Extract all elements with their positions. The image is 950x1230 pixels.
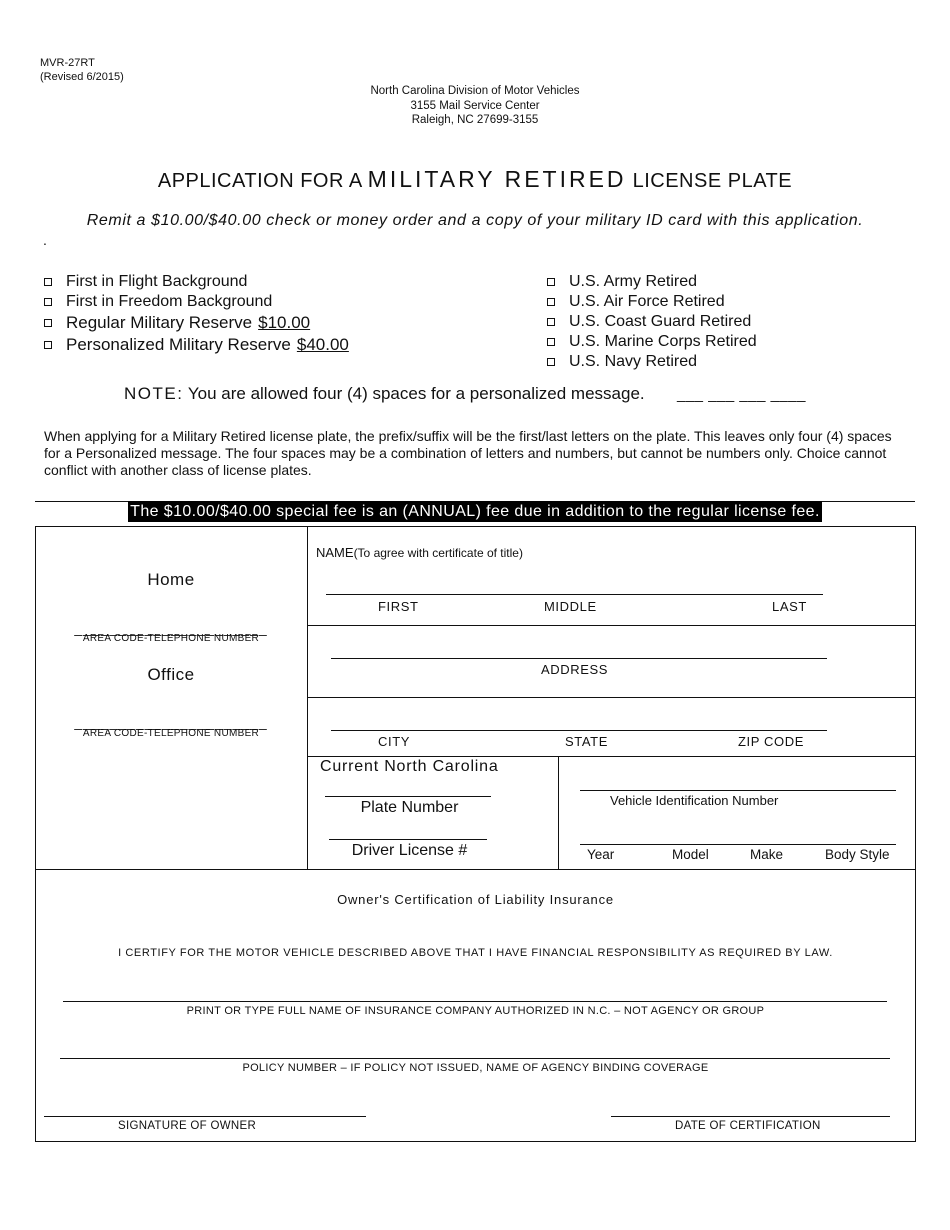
zip-caption: ZIP CODE [738,734,804,749]
date-field[interactable] [611,1116,890,1117]
checkbox[interactable] [547,338,555,346]
plate-options-list [40,272,349,356]
name-heading-block [316,545,523,560]
checkbox[interactable] [44,319,52,327]
name-field[interactable] [326,594,823,595]
plate-option-price: $10.00 [258,313,311,332]
checkbox[interactable] [547,358,555,366]
date-caption: DATE OF CERTIFICATION [675,1120,821,1132]
note-label: NOTE: [124,384,184,403]
grid-line [35,1141,916,1142]
model-caption: Model [672,847,709,862]
branch-option-label: U.S. Coast Guard Retired [569,313,752,330]
branch-option[interactable] [543,272,757,292]
branch-option[interactable] [543,312,757,332]
driver-license-caption: Driver License # [351,842,468,859]
city-caption: CITY [378,734,411,749]
driver-license-field[interactable] [329,839,487,840]
home-phone-caption: AREA CODE-TELEPHONE NUMBER [82,633,260,644]
middle-name-caption: MIDDLE [544,599,597,614]
insurance-company-field[interactable] [63,1001,887,1002]
certify-statement: I CERTIFY FOR THE MOTOR VEHICLE DESCRIBED ABOVE THAT I HAVE FINANCIAL RESPONSIBILITY AS REQUIRED BY LAW. [118,947,833,959]
home-phone-field[interactable]: ______________________ [74,620,268,636]
form-identifier [40,56,124,84]
address-caption: ADDRESS [541,662,609,677]
address-field[interactable] [331,658,827,659]
branch-option-label: U.S. Air Force Retired [569,293,725,310]
office-phone-caption: AREA CODE-TELEPHONE NUMBER [82,728,260,739]
plate-option-label: First in Freedom Background [66,293,273,310]
checkbox[interactable] [44,278,52,286]
grid-line [558,756,559,869]
name-heading: NAME [316,545,354,560]
page-title [0,166,950,193]
agency-address-line1: 3155 Mail Service Center [410,99,540,112]
title-suffix: LICENSE PLATE [632,170,793,192]
insurance-company-caption: PRINT OR TYPE FULL NAME OF INSURANCE COMPANY AUTHORIZED IN N.C. – NOT AGENCY OR GROUP [186,1005,765,1017]
plate-option[interactable] [40,312,349,334]
vehicle-details-field[interactable] [580,844,896,845]
name-heading-note: (To agree with certificate of title) [353,546,523,560]
grid-line [915,526,916,1142]
city-state-zip-field[interactable] [331,730,827,731]
grid-line [35,869,916,870]
office-label: Office [147,665,195,684]
agency-name: North Carolina Division of Motor Vehicles [370,85,580,97]
plate-option[interactable] [40,292,349,312]
checkbox[interactable] [547,298,555,306]
signature-caption: SIGNATURE OF OWNER [118,1120,257,1132]
grid-line [35,526,916,527]
first-name-caption: FIRST [378,599,419,614]
office-phone-field[interactable]: ______________________ [74,714,268,730]
signature-field[interactable] [44,1116,366,1117]
year-caption: Year [587,847,615,862]
checkbox[interactable] [547,278,555,286]
body-style-caption: Body Style [825,847,890,862]
insurance-heading: Owner's Certification of Liability Insurance [337,892,614,907]
state-caption: STATE [565,734,608,749]
plate-number-caption: Plate Number [360,799,459,816]
checkbox[interactable] [44,298,52,306]
checkbox[interactable] [44,341,52,349]
branch-option-label: U.S. Navy Retired [569,353,698,370]
personalized-message-blanks[interactable]: ___ ___ ___ ____ [677,386,806,403]
plate-heading: Current North Carolina [320,758,499,775]
home-label: Home [147,570,195,589]
plate-option-label: First in Flight Background [66,273,248,290]
branch-options-list [543,272,757,372]
plate-option[interactable] [40,334,349,356]
explanation-paragraph: When applying for a Military Retired license plate, the prefix/suffix will be the first/last letters on the plate. This leaves only four (4) spaces for a Personalized message. The four spaces may be a combination of letters and numbers, but cannot be numbers only. Choice cannot conflict with another class of license plates. [44,428,892,478]
grid-line [35,526,36,1142]
agency-address-line2: Raleigh, NC 27699-3155 [411,114,539,126]
plate-option-label: Regular Military Reserve [66,313,253,332]
form-revision: (Revised 6/2015) [40,71,124,83]
vin-caption: Vehicle Identification Number [610,793,779,808]
branch-option-label: U.S. Army Retired [569,273,698,290]
agency-block [0,84,950,128]
form-number: MVR-27RT [40,57,95,69]
vin-field[interactable] [580,790,896,791]
policy-number-caption: POLICY NUMBER – IF POLICY NOT ISSUED, NAME OF AGENCY BINDING COVERAGE [242,1062,709,1074]
branch-option[interactable] [543,332,757,352]
branch-option[interactable] [543,292,757,312]
fee-banner: The $10.00/$40.00 special fee is an (ANNUAL) fee due in addition to the regular license fee. [130,503,820,520]
branch-option[interactable] [543,352,757,372]
plate-number-field[interactable] [325,796,491,797]
grid-line [307,625,916,626]
grid-line [307,697,916,698]
fee-banner-wrap [0,501,950,522]
note-text: You are allowed four (4) spaces for a personalized message. [187,384,645,403]
remit-instructions: Remit a $10.00/$40.00 check or money order and a copy of your military ID card with this application. [86,212,864,229]
grid-line [307,756,916,757]
plate-option-price: $40.00 [296,335,349,354]
title-prefix: APPLICATION FOR A [157,170,362,192]
personalized-note [124,384,645,404]
plate-option-label: Personalized Military Reserve [66,335,291,354]
title-emphasis: MILITARY RETIRED [367,166,627,192]
plate-option[interactable] [40,272,349,292]
make-caption: Make [750,847,784,862]
last-name-caption: LAST [772,599,807,614]
checkbox[interactable] [547,318,555,326]
stray-dot: . [43,232,47,248]
policy-number-field[interactable] [60,1058,890,1059]
branch-option-label: U.S. Marine Corps Retired [569,333,757,350]
